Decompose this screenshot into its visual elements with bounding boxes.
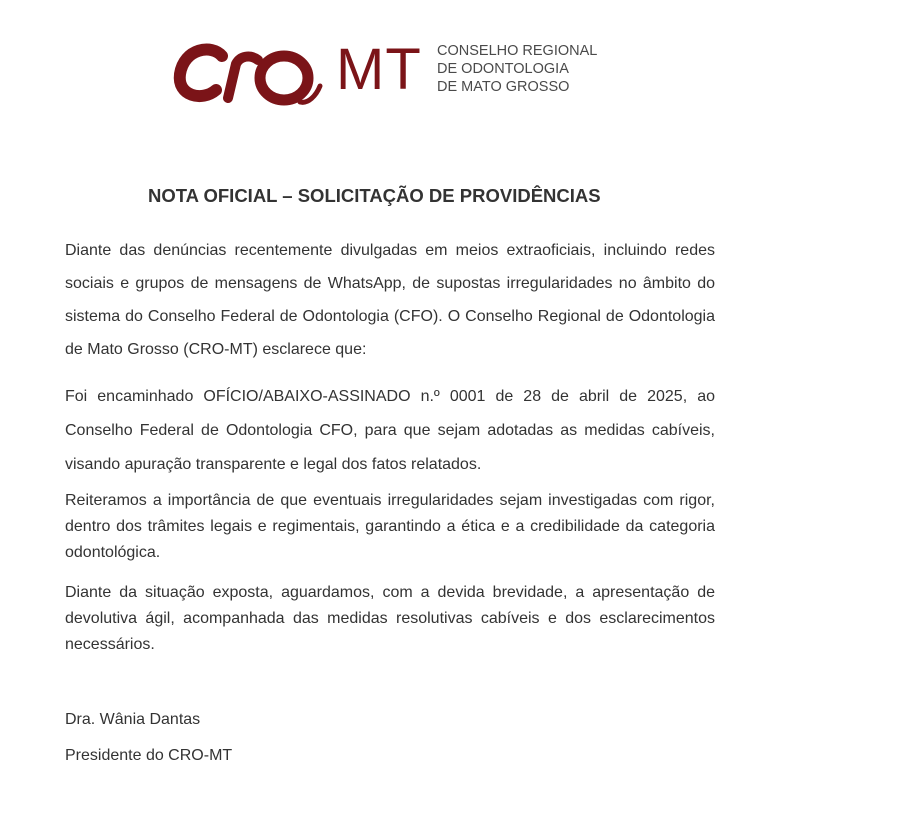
cro-logo-icon	[172, 38, 324, 110]
signature-name: Dra. Wânia Dantas	[65, 711, 201, 728]
organization-name-line: CONSELHO REGIONAL	[437, 43, 598, 59]
paragraph-oficio: Foi encaminhado OFÍCIO/ABAIXO-ASSINADO n.º 0001 de 28 de abril de 2025, ao Conselho Federal de Odontologia CFO, para que sejam adotadas as medidas cabíveis, visando apuração transparente e legal dos fatos relatados.	[65, 388, 715, 473]
organization-name	[437, 42, 597, 96]
organization-name-line: DE MATO GROSSO	[437, 79, 570, 95]
paragraph-reiteration: Reiteramos a importância de que eventuais irregularidades sejam investigadas com rigor, dentro dos trâmites legais e regimentais, garantindo a ética e a credibilidade da categoria odontológica.	[65, 492, 715, 561]
signature-role: Presidente do CRO-MT	[65, 747, 233, 764]
document-title: NOTA OFICIAL – SOLICITAÇÃO DE PROVIDÊNCIAS	[148, 185, 601, 206]
logo-mt-text: MT	[336, 37, 422, 102]
organization-name-line: DE ODONTOLOGIA	[437, 61, 569, 77]
paragraph-conclusion: Diante da situação exposta, aguardamos, com a devida brevidade, a apresentação de devolutiva ágil, acompanhada das medidas resolutivas cabíveis e dos esclarecimentos necessários.	[65, 584, 715, 653]
paragraph-intro: Diante das denúncias recentemente divulgadas em meios extraoficiais, incluindo redes sociais e grupos de mensagens de WhatsApp, de supostas irregularidades no âmbito do sistema do Conselho Federal de Odontologia (CFO). O Conselho Regional de Odontologia de Mato Grosso (CRO-MT) esclarece que:	[65, 242, 715, 358]
